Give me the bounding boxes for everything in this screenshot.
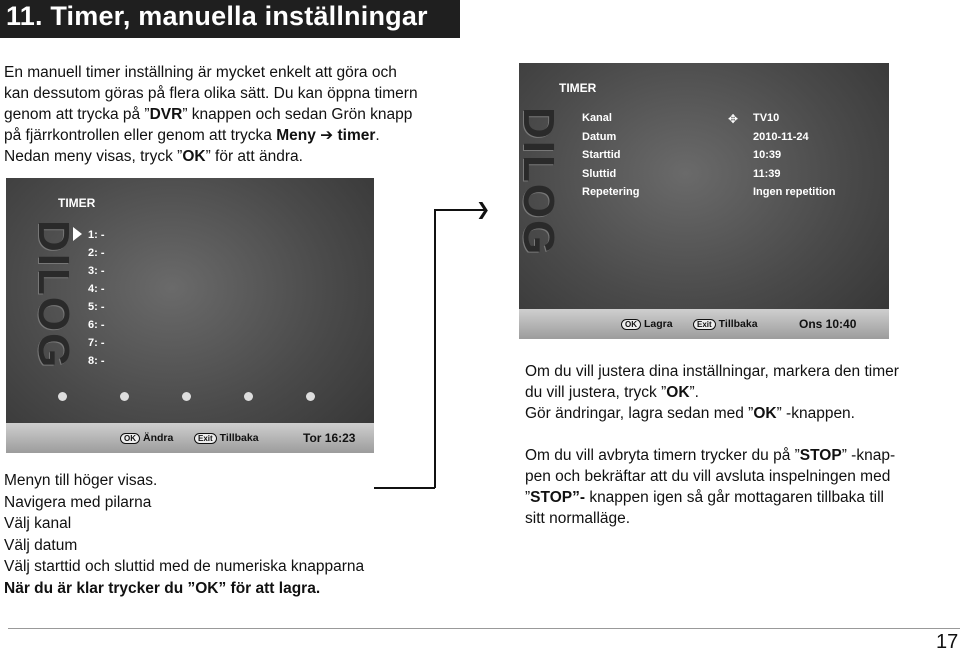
ok-button-icon: OK [621,319,641,330]
footer-divider [8,628,960,629]
page-number: 17 [936,631,959,653]
timer-slot[interactable]: 1: - [88,229,105,241]
timer-slot[interactable]: 2: - [88,247,105,259]
timer-slot[interactable]: 6: - [88,319,105,331]
scroll-dots [58,390,328,410]
intro-line: En manuell timer inställning är mycket enkelt att göra och [4,64,397,81]
field-value: 2010-11-24 [753,130,809,143]
exit-button-icon: Exit [693,319,716,330]
field-value: 10:39 [753,149,782,161]
ok-keyword: OK [182,148,206,165]
section-title-bar [0,0,460,38]
timer-slot[interactable]: 8: - [88,355,105,367]
field-value: Ingen repetition [753,186,836,198]
screen-title: TIMER [559,81,597,95]
selection-pointer-icon [73,227,82,241]
screen-footer [519,309,889,339]
intro-line: genom att trycka på ”DVR” knappen och sedan Grön knapp [4,106,413,123]
timer-keyword: timer [337,127,376,144]
timer-list-screenshot [6,178,374,453]
cancel-instructions: Om du vill avbryta timern trycker du på ”STOP” -knap- pen och bekräftar att du vill avsluta inspelningen med ”STOP”- knappen igen så går mottagaren tillbaka till sitt normalläge. [525,447,896,527]
navigation-instructions: Menyn till höger visas. Navigera med pilarna Välj kanal Välj datum Välj starttid och sluttid med de numeriska knapparna När du är klar trycker du ”OK” för att lagra. [4,472,365,597]
section-title: 11. Timer, manuella inställningar [6,1,428,31]
field-value: 11:39 [753,167,781,180]
dvr-keyword: DVR [149,106,183,123]
timer-slot[interactable]: 7: - [88,337,105,349]
timer-slot[interactable]: 3: - [88,265,105,277]
ok-button-icon: OK [120,433,140,444]
adjust-instructions: Om du vill justera dina inställningar, markera den timer du vill justera, tryck ”OK”. Gör ändringar, lagra sedan med ”OK” -knappen. [525,363,899,422]
timer-fields [582,109,639,202]
screen-title: TIMER [58,196,96,210]
arrow-head-icon: ❯ [476,200,491,219]
screen-footer [6,423,374,453]
timer-slot[interactable]: 4: - [88,283,105,295]
dilog-logo: DILOG [29,220,78,370]
arrow-right-icon: ➔ [320,127,334,144]
timer-values [753,109,836,202]
ok-hint: OK Lagra [621,318,673,330]
field-label[interactable]: Repetering [582,186,640,198]
timer-slot[interactable]: 5: - [88,301,105,313]
screen-clock: Tor 16:23 [303,431,356,445]
intro-line: Nedan meny visas, tryck ”OK” för att ändra. [4,148,303,165]
intro-paragraph [4,62,474,167]
field-value: TV10 [753,112,780,124]
timer-edit-screenshot [514,63,889,339]
intro-line: kan dessutom göras på flera olika sätt. Du kan öppna timern [4,85,418,102]
menu-keyword: Meny [276,127,316,144]
timer-list [88,226,105,370]
exit-hint: Exit Tillbaka [194,432,259,444]
ok-hint: OK Ändra [120,432,173,444]
field-label[interactable]: Datum [582,130,617,143]
exit-hint: Exit Tillbaka [693,318,758,330]
field-label[interactable]: Kanal [582,112,612,124]
dilog-logo: DILOG [514,107,563,257]
field-label[interactable]: Starttid [582,149,621,161]
exit-button-icon: Exit [194,433,217,444]
dpad-icon: ✥ [727,112,739,126]
intro-line: på fjärrkontrollen eller genom att trycka Meny ➔ timer. [4,127,380,144]
field-label[interactable]: Sluttid [582,167,617,180]
screen-clock: Ons 10:40 [799,317,857,331]
